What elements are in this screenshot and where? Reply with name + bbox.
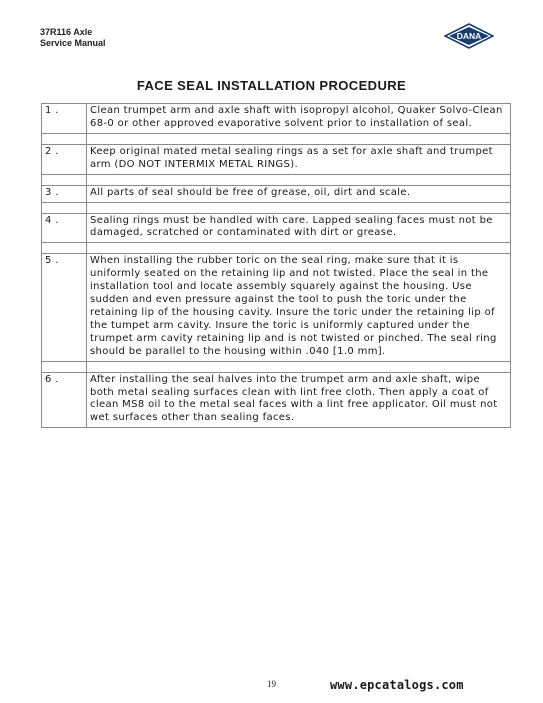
step-text: After installing the seal halves into the trumpet arm and axle shaft, wipe both metal sealing surfaces clean with lint free cloth. Then apply a coat of clean MS8 oil to the metal seal faces with a lint free applicator. Oil must not wet surfaces other than sealing faces. [87, 372, 511, 428]
step-number: 6 . [42, 372, 87, 428]
logo-text: DANA [456, 31, 482, 42]
step-text: Keep original mated metal sealing rings as a set for axle shaft and trumpet arm (DO NOT INTERMIX METAL RINGS). [87, 144, 511, 174]
procedure-table [41, 103, 511, 428]
step-row [42, 213, 511, 243]
spacer-row [42, 361, 511, 372]
step-text: Clean trumpet arm and axle shaft with isopropyl alcohol, Quaker Solvo-Clean 68-0 or other approved evaporative solvent prior to installation of seal. [87, 104, 511, 134]
spacer-row [42, 133, 511, 144]
page-title: FACE SEAL INSTALLATION PROCEDURE [136, 78, 407, 93]
step-text: Sealing rings must be handled with care. Lapped sealing faces must not be damaged, scratched or contaminated with dirt or grease. [87, 213, 511, 243]
spacer-row [42, 243, 511, 254]
step-number: 2 . [42, 144, 87, 174]
spacer-row [42, 202, 511, 213]
step-row [42, 144, 511, 174]
step-text: All parts of seal should be free of grease, oil, dirt and scale. [87, 185, 511, 202]
step-row [42, 104, 511, 134]
spacer-row [42, 174, 511, 185]
step-text: When installing the rubber toric on the seal ring, make sure that it is uniformly seated on the retaining lip and not twisted. Place the seal in the installation tool and locate assembly squarely against the housing. Use sudden and even pressure against the tool to push the toric under the retaining lip of the housing cavity. Insure the toric under the retaining lip of the tumpet arm cavity. Insure the toric is uniformly captured under the trumpet arm cavity retaining lip and is not twisted or pinched. The seal ring should be parallel to the housing within .040 [1.0 mm]. [87, 254, 511, 361]
dana-logo-icon [444, 23, 494, 49]
step-number: 1 . [42, 104, 87, 134]
manual-header [40, 27, 106, 49]
step-row [42, 254, 511, 361]
step-number: 5 . [42, 254, 87, 361]
watermark-link[interactable]: www.epcatalogs.com [330, 678, 464, 692]
manual-model: 37R116 Axle [40, 27, 93, 37]
step-row [42, 372, 511, 428]
step-number: 3 . [42, 185, 87, 202]
page-number: 19 [267, 679, 276, 689]
step-number: 4 . [42, 213, 87, 243]
manual-type: Service Manual [40, 38, 106, 48]
step-row [42, 185, 511, 202]
